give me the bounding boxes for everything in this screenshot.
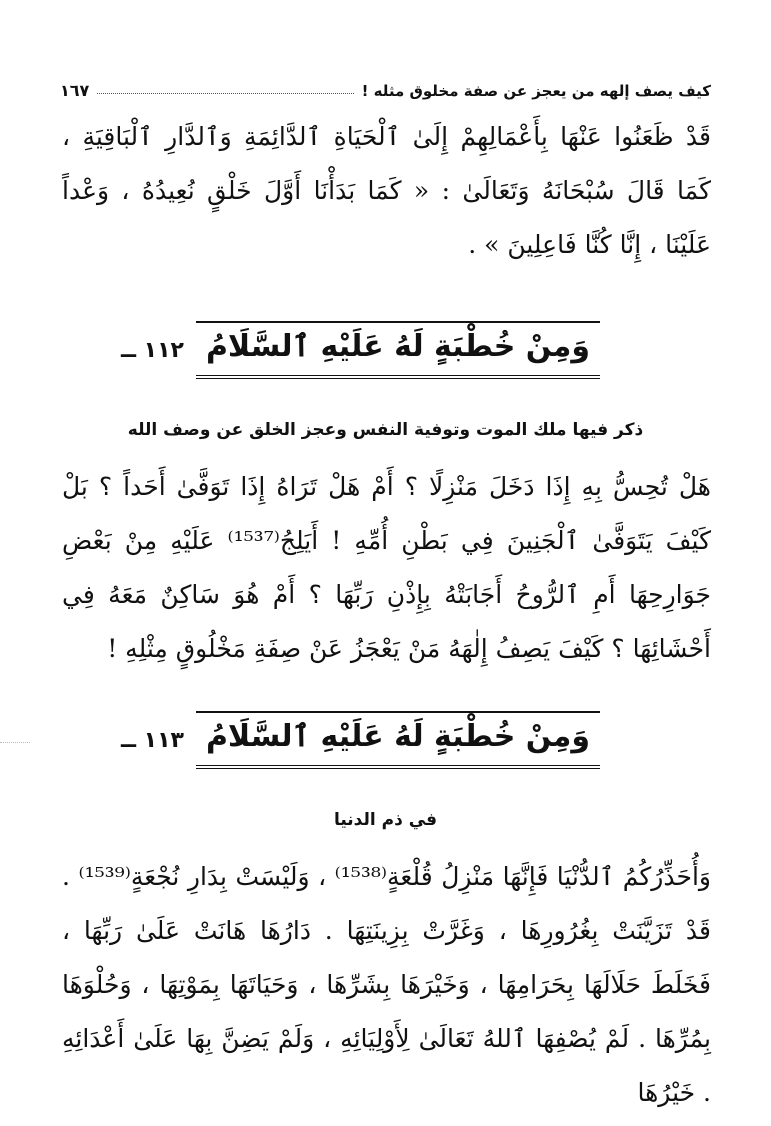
sermon-113-paragraph: وَأُحَذِّرُكُمُ ٱلدُّنْيَا فَإِنَّهَا مَنْزِلُ قُلْعَةٍ⁽¹⁵³⁸⁾ ، وَلَيْسَتْ بِدَارِ نُجْعَةٍ⁽¹⁵³⁹⁾ . قَدْ تَزَيَّنَتْ بِغُرُورِهَا ، وَغَرَّتْ بِزِينَتِهَا . دَارُهَا هَانَتْ عَلَىٰ رَبِّهَا ، فَخَلَطَ حَلَالَهَا بِحَرَامِهَا ، وَخَيْرَهَا بِشَرِّهَا ، وَحَيَاتَهَا بِمَوْتِهَا ، وَحُلْوَهَا بِمُرِّهَا . لَمْ يُصْفِهَا ٱللهُ تَعَالَىٰ لِأَوْلِيَائِهِ ، وَلَمْ يَضِنَّ بِهَا عَلَىٰ أَعْدَائِهِ . خَيْرُهَا bbox=[62, 862, 711, 1107]
sermon-113-heading bbox=[120, 705, 600, 775]
margin-mark bbox=[0, 742, 30, 743]
sermon-113-number: ١١٣ ــ bbox=[120, 727, 184, 753]
sermon-113-subtitle: في ذم الدنيا bbox=[333, 810, 438, 830]
running-title: كيف يصف إلهه من يعجز عن صفة مخلوق مثله ! bbox=[361, 82, 711, 100]
paragraph-continued: قَدْ ظَعَنُوا عَنْهَا بِأَعْمَالِهِمْ إِلَىٰ ٱلْحَيَاةِ ٱلدَّائِمَةِ وَٱلدَّارِ ٱلْبَاقِيَةِ ، كَمَا قَالَ سُبْحَانَهُ وَتَعَالَىٰ : « كَمَا بَدَأْنَا أَوَّلَ خَلْقٍ نُعِيدُهُ ، وَعْداً عَلَيْنَا ، إِنَّا كُنَّا فَاعِلِينَ » . bbox=[62, 122, 711, 259]
sermon-112-subtitle: ذكر فيها ملك الموت وتوفية النفس وعجز الخلق عن وصف الله bbox=[127, 420, 644, 440]
running-header bbox=[60, 74, 711, 100]
sermon-112-paragraph: هَلْ تُحِسُّ بِهِ إِذَا دَخَلَ مَنْزِلًا ؟ أَمْ هَلْ تَرَاهُ إِذَا تَوَفَّىٰ أَحَداً ؟ بَلْ كَيْفَ يَتَوَفَّىٰ ٱلْجَنِينَ فِي بَطْنِ أُمِّهِ ! أَيَلِجُ⁽¹⁵³⁷⁾ عَلَيْهِ مِنْ بَعْضِ جَوَارِحِهَا أَمِ ٱلرُّوحُ أَجَابَتْهُ بِإِذْنِ رَبِّهَا ؟ أَمْ هُوَ سَاكِنٌ مَعَهُ فِي أَحْشَائِهَا ؟ كَيْفَ يَصِفُ إِلٰهَهُ مَنْ يَعْجَزُ عَنْ صِفَةِ مَخْلُوقٍ مِثْلِهِ ! bbox=[62, 472, 711, 663]
page-number: ١٦٧ bbox=[60, 81, 90, 100]
leader-dots bbox=[97, 93, 353, 94]
sermon-113-calligraphy: وَمِنْ خُطْبَةٍ لَهُ عَلَيْهِ ٱلسَّلَامُ bbox=[196, 711, 600, 769]
sermon-112-number: ١١٢ ــ bbox=[120, 337, 184, 363]
sermon-112-calligraphy: وَمِنْ خُطْبَةٍ لَهُ عَلَيْهِ ٱلسَّلَامُ bbox=[196, 321, 600, 379]
sermon-112-heading bbox=[120, 315, 600, 385]
